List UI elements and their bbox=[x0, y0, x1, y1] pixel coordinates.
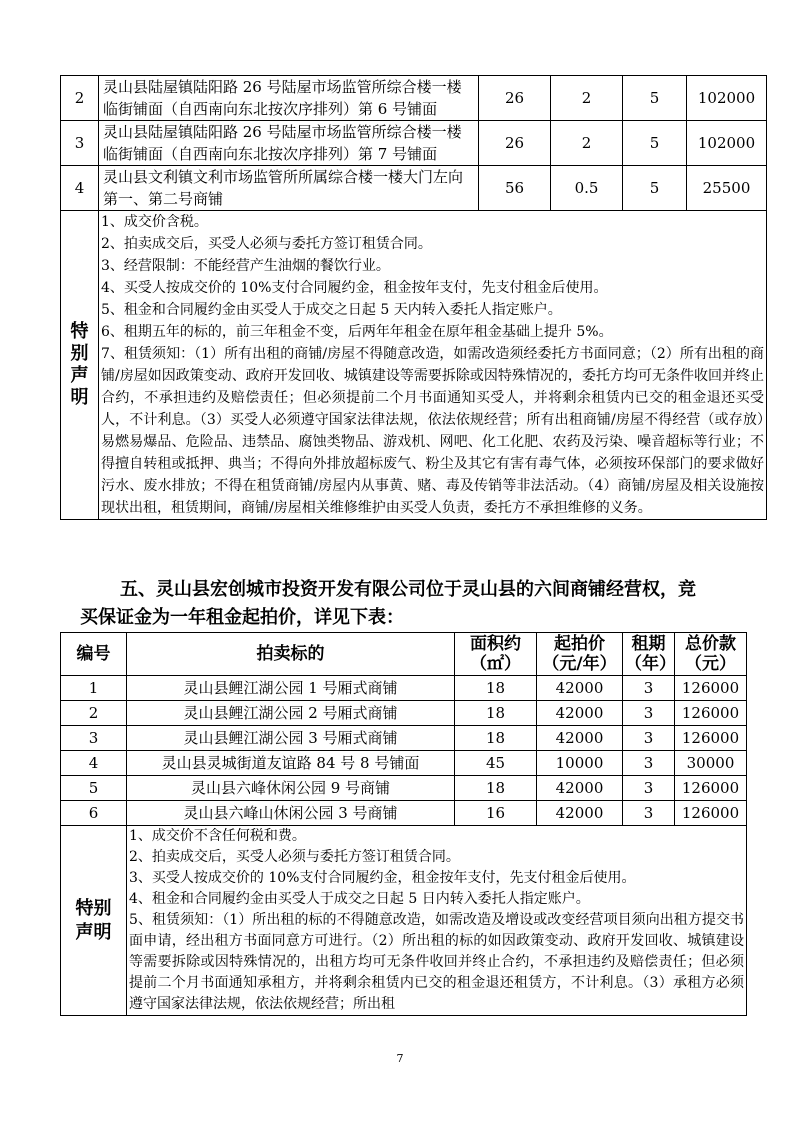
col-header-price-unit: （元/年） bbox=[542, 654, 617, 674]
lot-number: 1 bbox=[61, 676, 127, 701]
lot-area: 26 bbox=[479, 76, 551, 121]
lot-price: 42000 bbox=[537, 676, 623, 701]
lot-table bbox=[60, 632, 747, 1016]
col-header-total-line: 总价款 bbox=[685, 634, 736, 654]
lot-area: 26 bbox=[479, 121, 551, 166]
lot-price: 42000 bbox=[537, 801, 623, 826]
col-header-lot: 拍卖标的 bbox=[127, 633, 455, 676]
lot-total: 102000 bbox=[687, 76, 767, 121]
special-notes-row bbox=[61, 211, 767, 520]
lot-total: 126000 bbox=[675, 776, 747, 801]
lot-number: 4 bbox=[61, 166, 99, 211]
note-item: 6、租期五年的标的，前三年租金不变，后两年年租金在原年租金基础上提升 5%。 bbox=[101, 324, 613, 340]
lot-table-continued bbox=[60, 75, 767, 520]
lot-area: 16 bbox=[455, 801, 537, 826]
col-header-term-line: 租期 bbox=[631, 634, 666, 654]
special-notes-label-text: 特别声明 bbox=[70, 321, 89, 408]
lot-name: 灵山县鲤江湖公园 2 号厢式商铺 bbox=[127, 701, 455, 726]
special-notes-label-text: 特别声明 bbox=[75, 897, 112, 943]
col-header-price-line: 起拍价 bbox=[554, 634, 605, 654]
lot-total: 25500 bbox=[687, 166, 767, 211]
lot-total: 30000 bbox=[675, 751, 747, 776]
special-notes-label bbox=[61, 826, 127, 1016]
col-header-term bbox=[623, 633, 675, 676]
lot-name: 灵山县陆屋镇陆阳路 26 号陆屋市场监管所综合楼一楼临街铺面（自西南向东北按次序排列）第 7 号铺面 bbox=[99, 121, 479, 166]
lot-term: 3 bbox=[623, 776, 675, 801]
section-heading bbox=[72, 576, 752, 632]
lot-area: 45 bbox=[455, 751, 537, 776]
lot-term: 5 bbox=[623, 76, 687, 121]
note-item: 5、租赁须知：（1）所出租的标的不得随意改造，如需改造及增设或改变经营项目须向出租方提交书面申请，经出租方书面同意方可进行。（2）所出租的标的如因政策变动、政府开发回收、城镇建设等需要拆除或因特殊情况的，出租方均可无条件收回并终止合约，不承担违约及赔偿责任；但必须提前二个月书面通知承租方，并将剩余租赁内已交的租金退还租赁方，不计利息。（3）承租方必须遵守国家法律法规，依法依规经营；所出租 bbox=[129, 912, 744, 1012]
table-row bbox=[61, 676, 747, 701]
special-notes-label bbox=[61, 211, 99, 520]
lot-number: 3 bbox=[61, 726, 127, 751]
lot-number: 5 bbox=[61, 776, 127, 801]
lot-name: 灵山县鲤江湖公园 1 号厢式商铺 bbox=[127, 676, 455, 701]
lot-name: 灵山县陆屋镇陆阳路 26 号陆屋市场监管所综合楼一楼临街铺面（自西南向东北按次序排列）第 6 号铺面 bbox=[99, 76, 479, 121]
col-header-total-unit: （元） bbox=[685, 654, 736, 674]
lot-price: 2 bbox=[551, 76, 623, 121]
col-header-total bbox=[675, 633, 747, 676]
lot-term: 3 bbox=[623, 701, 675, 726]
lot-total: 126000 bbox=[675, 726, 747, 751]
col-header-area bbox=[455, 633, 537, 676]
note-item: 7、租赁须知：（1）所有出租的商铺/房屋不得随意改造，如需改造须经委托方书面同意；（2）所有出租的商铺/房屋如因政策变动、政府开发回收、城镇建设等需要拆除或因特殊情况的，委托方均可无条件收回并终止合约，不承担违约及赔偿责任；但必须提前二个月书面通知买受人，并将剩余租赁内已交的租金退还买受人，不计利息。（3）买受人必须遵守国家法律法规，依法依规经营；所有出租商铺/房屋不得经营（或存放）易燃易爆品、危险品、违禁品、腐蚀类物品、游戏机、网吧、化工化肥、农药及污染、噪音超标等行业；不得擅自转租或抵押、典当；不得向外排放超标废气、粉尘及其它有害有毒气体，必须按环保部门的要求做好污水、废水排放；不得在租赁商铺/房屋内从事黄、赌、毒及传销等非法活动。（4）商铺/房屋及相关设施按现状出租，租赁期间，商铺/房屋相关维修维护由买受人负责，委托方不承担维修的义务。 bbox=[101, 346, 764, 516]
lot-term: 3 bbox=[623, 751, 675, 776]
table-row bbox=[61, 121, 767, 166]
lot-area: 18 bbox=[455, 726, 537, 751]
note-item: 1、成交价含税。 bbox=[101, 214, 208, 230]
col-header-area-unit: （㎡） bbox=[470, 654, 521, 674]
lot-name: 灵山县鲤江湖公园 3 号厢式商铺 bbox=[127, 726, 455, 751]
lot-total: 102000 bbox=[687, 121, 767, 166]
col-header-number: 编号 bbox=[61, 633, 127, 676]
special-notes-row bbox=[61, 826, 747, 1016]
lot-term: 3 bbox=[623, 676, 675, 701]
table-row bbox=[61, 76, 767, 121]
note-item: 4、租金和合同履约金由买受人于成交之日起 5 日内转入委托人指定账户。 bbox=[129, 891, 590, 907]
lot-number: 4 bbox=[61, 751, 127, 776]
section-heading-line: 五、灵山县宏创城市投资开发有限公司位于灵山县的六间商铺经营权，竞 bbox=[120, 579, 696, 600]
lot-price: 42000 bbox=[537, 776, 623, 801]
section-heading-line: 买保证金为一年租金起拍价，详见下表： bbox=[80, 607, 404, 628]
note-item: 2、拍卖成交后，买受人必须与委托方签订租赁合同。 bbox=[101, 236, 432, 252]
lot-name: 灵山县灵城街道友谊路 84 号 8 号铺面 bbox=[127, 751, 455, 776]
note-item: 5、租金和合同履约金由买受人于成交之日起 5 天内转入委托人指定账户。 bbox=[101, 302, 562, 318]
lot-name: 灵山县文利镇文利市场监管所所属综合楼一楼大门左向第一、第二号商铺 bbox=[99, 166, 479, 211]
lot-number: 6 bbox=[61, 801, 127, 826]
col-header-price bbox=[537, 633, 623, 676]
lot-name: 灵山县六峰休闲公园 9 号商铺 bbox=[127, 776, 455, 801]
col-header-area-line: 面积约 bbox=[470, 634, 521, 654]
lot-total: 126000 bbox=[675, 676, 747, 701]
table-row bbox=[61, 166, 767, 211]
lot-term: 5 bbox=[623, 166, 687, 211]
table-row bbox=[61, 751, 747, 776]
note-item: 2、拍卖成交后，买受人必须与委托方签订租赁合同。 bbox=[129, 849, 460, 865]
note-item: 3、买受人按成交价的 10%支付合同履约金，租金按年支付，先支付租金后使用。 bbox=[129, 870, 636, 886]
lot-name: 灵山县六峰山休闲公园 3 号商铺 bbox=[127, 801, 455, 826]
lot-number: 2 bbox=[61, 701, 127, 726]
special-notes-content bbox=[99, 211, 767, 520]
lot-area: 18 bbox=[455, 776, 537, 801]
lot-area: 56 bbox=[479, 166, 551, 211]
col-header-term-unit: （年） bbox=[625, 654, 676, 674]
lot-price: 10000 bbox=[537, 751, 623, 776]
page-number: 7 bbox=[396, 1052, 404, 1065]
table-row bbox=[61, 726, 747, 751]
table-row bbox=[61, 776, 747, 801]
note-item: 4、买受人按成交价的 10%支付合同履约金，租金按年支付，先支付租金后使用。 bbox=[101, 280, 608, 296]
lot-price: 2 bbox=[551, 121, 623, 166]
lot-term: 3 bbox=[623, 801, 675, 826]
lot-term: 5 bbox=[623, 121, 687, 166]
table-header-row bbox=[61, 633, 747, 676]
lot-price: 42000 bbox=[537, 701, 623, 726]
lot-total: 126000 bbox=[675, 701, 747, 726]
note-item: 1、成交价不含任何税和费。 bbox=[129, 828, 306, 844]
table-row bbox=[61, 801, 747, 826]
lot-number: 2 bbox=[61, 76, 99, 121]
lot-number: 3 bbox=[61, 121, 99, 166]
lot-price: 0.5 bbox=[551, 166, 623, 211]
lot-area: 18 bbox=[455, 676, 537, 701]
lot-total: 126000 bbox=[675, 801, 747, 826]
table-row bbox=[61, 701, 747, 726]
special-notes-content bbox=[127, 826, 747, 1016]
note-item: 3、经营限制：不能经营产生油烟的餐饮行业。 bbox=[101, 258, 390, 274]
lot-area: 18 bbox=[455, 701, 537, 726]
lot-price: 42000 bbox=[537, 726, 623, 751]
lot-term: 3 bbox=[623, 726, 675, 751]
